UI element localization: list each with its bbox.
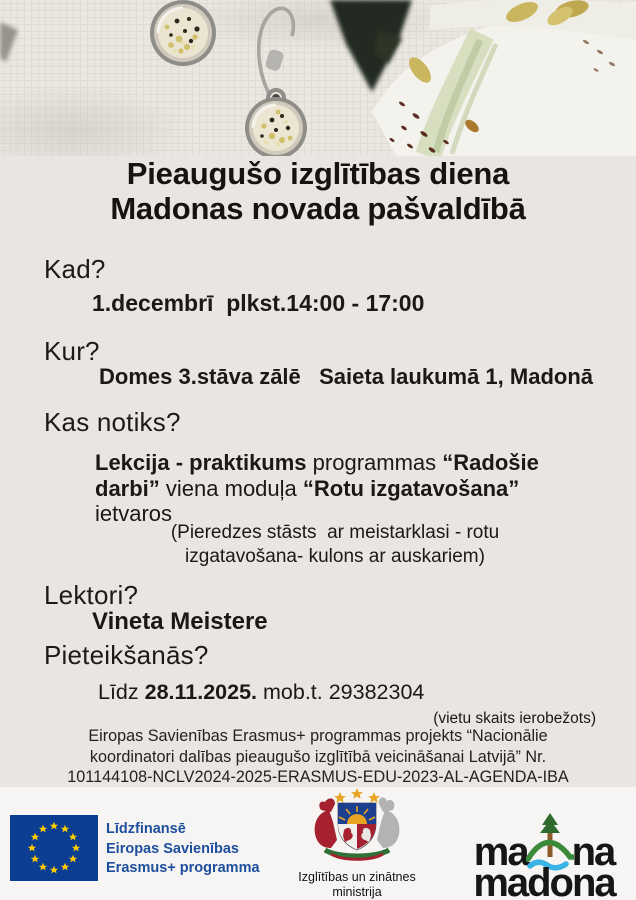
regular-text: programmas: [306, 450, 443, 475]
bold-text: darbi”: [95, 475, 160, 501]
kur-detail: Domes 3.stāva zālē Saieta laukumā 1, Madonā: [99, 364, 593, 389]
ministry-name: [292, 870, 422, 900]
latvia-coat-of-arms-icon: [307, 788, 407, 864]
earrings-and-lily-photo: [0, 0, 636, 156]
madona-word-madona: madona: [473, 861, 615, 900]
heading-kur: Kur?: [44, 336, 100, 366]
madona-logo-top-row: [458, 795, 630, 874]
ministry-name-line2: ministrija: [332, 885, 382, 899]
project-line: koordinatori dalības pieaugušo izglītībā veicināšanai Latvijā” Nr.: [89, 747, 547, 766]
heading-kas-notiks: Kas notiks?: [44, 407, 181, 437]
kas-line: [95, 476, 595, 502]
kad-detail: 1.decembrī plkst.14:00 - 17:00: [92, 290, 425, 316]
bold-text: Lekcija - praktikums: [95, 450, 307, 475]
kas-notiks-paragraph: [95, 450, 595, 527]
eu-funding-text: [106, 820, 260, 879]
erasmus-project-text: [0, 726, 636, 788]
pieteiksanas-prefix: Līdz: [98, 680, 145, 704]
eu-text-line2: Eiropas Savienības: [106, 840, 239, 857]
heading-lektori: Lektori?: [44, 580, 139, 610]
regular-text: ietvaros: [95, 501, 173, 526]
note-line: izgatavošana- kulons ar auskariem): [185, 545, 485, 567]
heading-pieteiksanas: Pieteikšanās?: [44, 640, 209, 670]
ministry-logo-block: [292, 788, 422, 900]
pieteiksanas-detail: [98, 680, 424, 705]
heading-kad: Kad?: [44, 254, 106, 284]
footer-logo-strip: [0, 787, 636, 900]
kas-notiks-note: [100, 521, 570, 568]
left-earring: [150, 0, 216, 66]
poster-title: [0, 156, 636, 226]
bold-text: “Rotu izgatavošana”: [302, 475, 520, 501]
eu-text-line1: Līdzfinansē: [106, 821, 186, 837]
pieteiksanas-phone: mob.t. 29382304: [257, 680, 425, 704]
ministry-name-line1: Izglītības un zinātnes: [298, 870, 416, 884]
project-line: 101144108-NCLV2024-2025-ERASMUS-EDU-2023-AL-AGENDA-IBA: [67, 768, 569, 786]
eu-flag-icon: [10, 815, 98, 881]
note-line: (Pieredzes stāsts ar meistarklasi - rotu: [170, 522, 500, 543]
poster-title-line2: Madonas novada pašvaldībā: [110, 191, 526, 226]
regular-text: viena moduļa: [159, 475, 303, 501]
project-line: Eiropas Savienības Erasmus+ programmas projekts “Nacionālie: [88, 727, 548, 745]
poster-title-line1: Pieaugušo izglītības diena: [126, 156, 510, 191]
earrings-photo-graphic: [0, 0, 636, 156]
madona-word-na: na: [571, 830, 615, 874]
bold-text: “Radošie: [442, 450, 539, 475]
madona-word-ma: ma: [473, 830, 528, 874]
eu-text-line3: Erasmus+ programma: [106, 860, 260, 876]
eu-flag-logo: [10, 815, 98, 886]
mana-madona-logo: [458, 795, 630, 899]
kas-line: [95, 450, 595, 476]
lektori-detail: Vineta Meistere: [92, 608, 268, 635]
pieteiksanas-date: 28.11.2025.: [144, 680, 258, 704]
seats-limited-note: (vietu skaits ierobežots): [433, 710, 596, 727]
